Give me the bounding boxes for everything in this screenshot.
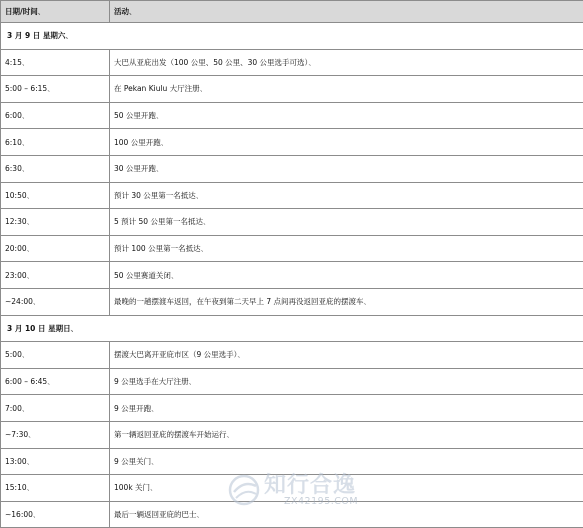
time-cell: 23:00、 xyxy=(1,262,110,289)
schedule-row xyxy=(1,129,583,156)
time-cell: 6:00 – 6:45、 xyxy=(1,368,110,395)
time-cell: 15:10、 xyxy=(1,475,110,502)
time-cell: ~16:00、 xyxy=(1,501,110,528)
schedule-row xyxy=(1,262,583,289)
time-cell: 7:00、 xyxy=(1,395,110,422)
time-cell: 6:00、 xyxy=(1,102,110,129)
activity-cell: 在 Pekan Kiulu 大厅注册、 xyxy=(110,76,583,103)
day-label: 3 月 10 日 星期日、 xyxy=(1,315,583,342)
schedule-row xyxy=(1,342,583,369)
time-cell: ~24:00、 xyxy=(1,288,110,315)
activity-cell: 第一辆返回亚庇的摆渡车开始运行、 xyxy=(110,421,583,448)
header-time: 日期/时间、 xyxy=(1,1,110,23)
schedule-row xyxy=(1,421,583,448)
header-activity: 活动、 xyxy=(110,1,583,23)
time-cell: 4:15、 xyxy=(1,49,110,76)
activity-cell: 最晚的一趟摆渡车返回，在午夜到第二天早上 7 点间再没返回亚庇的摆渡车、 xyxy=(110,288,583,315)
time-cell: 5:00 – 6:15、 xyxy=(1,76,110,103)
time-cell: ~7:30、 xyxy=(1,421,110,448)
activity-cell: 大巴从亚庇出发（100 公里、50 公里、30 公里选手可选）、 xyxy=(110,49,583,76)
activity-cell: 预计 100 公里第一名抵达、 xyxy=(110,235,583,262)
schedule-row xyxy=(1,155,583,182)
schedule-row xyxy=(1,395,583,422)
time-cell: 13:00、 xyxy=(1,448,110,475)
activity-cell: 50 公里赛道关闭、 xyxy=(110,262,583,289)
schedule-row xyxy=(1,501,583,528)
schedule-row xyxy=(1,49,583,76)
schedule-row xyxy=(1,368,583,395)
table-header-row xyxy=(1,1,583,23)
schedule-row xyxy=(1,288,583,315)
time-cell: 6:10、 xyxy=(1,129,110,156)
time-cell: 12:30、 xyxy=(1,209,110,236)
schedule-row xyxy=(1,76,583,103)
activity-cell: 5 预计 50 公里第一名抵达、 xyxy=(110,209,583,236)
activity-cell: 30 公里开跑、 xyxy=(110,155,583,182)
watermark-title: 知行合逸 xyxy=(264,468,356,499)
day-label: 3 月 9 日 星期六、 xyxy=(1,23,583,50)
activity-cell: 摆渡大巴离开亚庇市区（9 公里选手）、 xyxy=(110,342,583,369)
schedule-row xyxy=(1,235,583,262)
day-row xyxy=(1,23,583,50)
activity-cell: 50 公里开跑、 xyxy=(110,102,583,129)
schedule-row xyxy=(1,102,583,129)
time-cell: 20:00、 xyxy=(1,235,110,262)
activity-cell: 预计 30 公里第一名抵达、 xyxy=(110,182,583,209)
activity-cell: 9 公里选手在大厅注册、 xyxy=(110,368,583,395)
schedule-row xyxy=(1,182,583,209)
activity-cell: 100 公里开跑、 xyxy=(110,129,583,156)
day-row xyxy=(1,315,583,342)
activity-cell: 最后一辆返回亚庇的巴士、 xyxy=(110,501,583,528)
schedule-row xyxy=(1,475,583,502)
schedule-row xyxy=(1,448,583,475)
activity-cell: 9 公里开跑、 xyxy=(110,395,583,422)
schedule-row xyxy=(1,209,583,236)
activity-cell: 9 公里关门、 xyxy=(110,448,583,475)
activity-cell: 100k 关门、 xyxy=(110,475,583,502)
time-cell: 6:30、 xyxy=(1,155,110,182)
time-cell: 10:50、 xyxy=(1,182,110,209)
watermark-url: ZX42195.COM xyxy=(284,496,358,507)
time-cell: 5:00、 xyxy=(1,342,110,369)
